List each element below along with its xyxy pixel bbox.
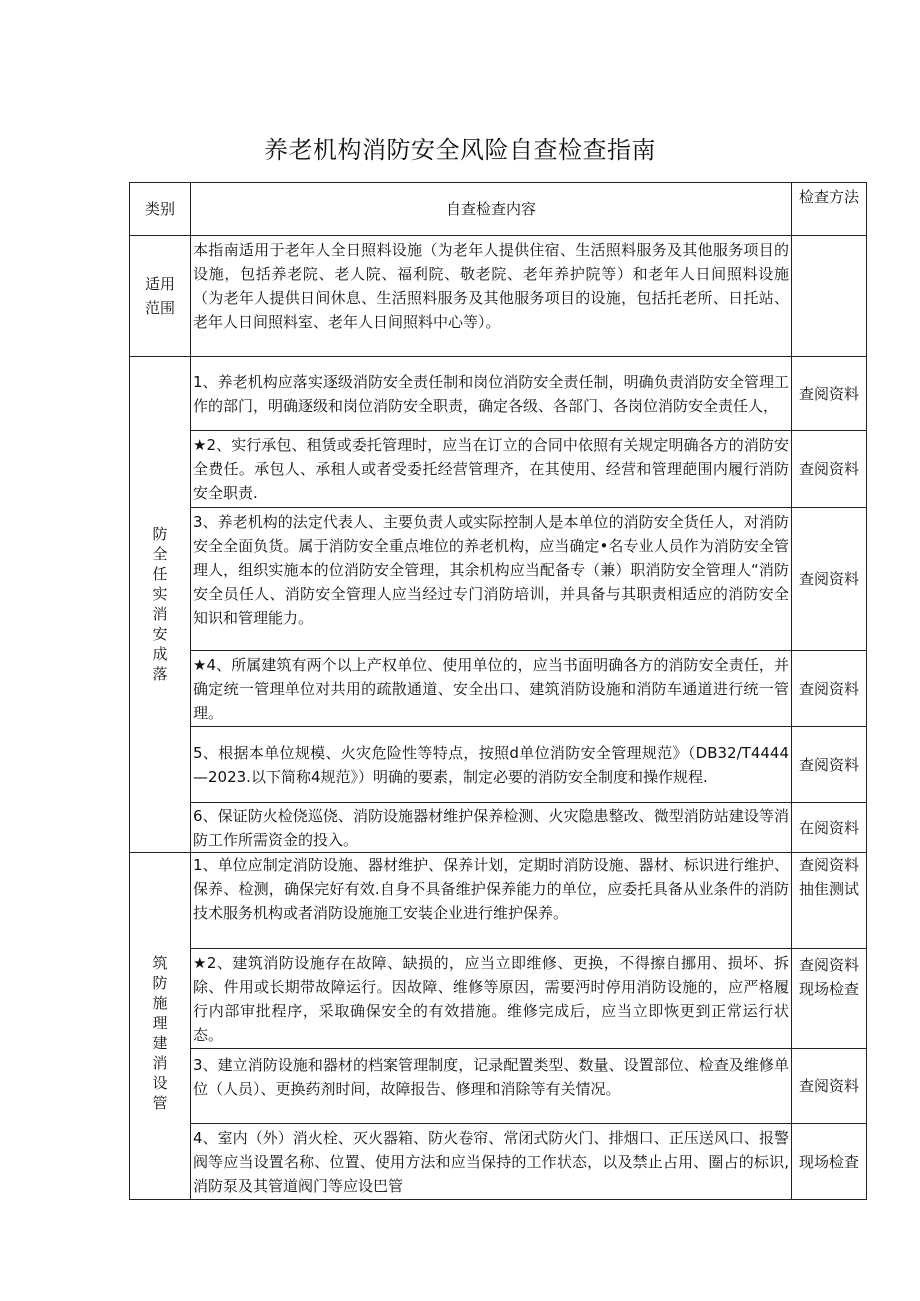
- table-row: [130, 803, 867, 853]
- scope-content: 本指南适用于老年人全日照料设施（为老年人提供住宿、生活照料服务及其他服务项目的设施，包括养老院、老人院、福利院、敬老院、老年养护院等）和老年人日间照料设施（为老年人提供日间休息、生活照料服务及其他服务项目的设施，包括托老所、日托站、老年人日间照料室、老年人日间照料中心等）。: [191, 236, 792, 357]
- table-row: [130, 1049, 867, 1124]
- section1-row1-content: 1、养老机构应落实逐级消防安全责任制和岗位消防安全责任制，明确负责消防安全管理工作的部门，明确逐级和岗位消防安全职责，确定各级、各部门、各岗位消防安全责任人，: [191, 357, 792, 431]
- section1-row2-content: ★2、实行承包、租赁或委托管理时，应当在订立的合同中依照有关规定明确各方的消防安全费任。承包人、承租人或者受委托经营管理齐，在其使用、经营和管理葩围内履行消防安全职责.: [191, 431, 792, 508]
- section1-row3-method: 查阅资料: [792, 508, 867, 651]
- header-content: 自查检查内容: [191, 183, 792, 236]
- section2-category-label: 筑防施理建消设管: [152, 954, 168, 1112]
- scope-method: [792, 236, 867, 357]
- section2-row4-method: 现场检査: [792, 1124, 867, 1200]
- table-row: [130, 431, 867, 508]
- section2-row1-method: 查阅资料抽隹测试: [792, 853, 867, 949]
- header-category: 类别: [130, 183, 191, 236]
- table-row: [130, 508, 867, 651]
- section2-row2-method: 查阅资料现场检查: [792, 949, 867, 1049]
- section2-row3-method: 查阅资料: [792, 1049, 867, 1124]
- table-header-row: [130, 183, 867, 236]
- table-row: [130, 357, 867, 431]
- section2-row1-content: 1、单位应制定消防设施、器材维护、保养计划，定期时消防设施、器材、标识进行维护、保养、检测，确保完好有效.自身不具备维护保养能力的单位，应委托具备从业条件的消防技术服务机构或者消防设施施工安装企业进行维护保养。: [191, 853, 792, 949]
- section2-row2-content: ★2、建筑消防设施存在故障、缺损的，应当立即维修、更换，不得擦自挪用、损坏、拆除、件用或长期带故障运行。因故障、维修等原因，需要沔时停用消防设施的，应严格履行内部审批程序，采取确保安全的有效措施。维修完成后，应当立即恢更到正常运行状态。: [191, 949, 792, 1049]
- section1-row6-method: 在阅资料: [792, 803, 867, 853]
- table-row: [130, 1124, 867, 1200]
- scope-row: [130, 236, 867, 357]
- table-row: [130, 651, 867, 727]
- section1-row6-content: 6、保证防火检侥巡侥、消防设施器材维护保养检测、火灾隐患整改、微型消防站建设等消防工作所需资金的投入。: [191, 803, 792, 853]
- section2-row3-content: 3、建立消防设施和器材的档案管理制度，记录配置类型、数量、设置部位、检查及维修单位（人员）、更换药剂时间，故障报告、修理和消除等有关情况。: [191, 1049, 792, 1124]
- section1-row1-method: 查阅资料: [792, 357, 867, 431]
- section1-row5-content: 5、根据本单位规模、火灾危险性等特点，按照d单位消防安全管理规范》（DB32/T4444—2023.以下简称4规范》）明确的要素，制定必要的消防安全制度和操作规程.: [191, 727, 792, 803]
- table-row: [130, 949, 867, 1049]
- section1-row2-method: 查阅资料: [792, 431, 867, 508]
- scope-category: 适用范围: [130, 236, 191, 357]
- section2-category: [130, 853, 191, 1200]
- section1-category: [130, 357, 191, 853]
- section1-row4-method: 查阅资料: [792, 651, 867, 727]
- table-row: [130, 727, 867, 803]
- section1-category-label: 防全任实消安成落: [152, 524, 168, 683]
- table-row: [130, 853, 867, 949]
- page-title: 养老机构消防安全风险自查检查指南: [264, 136, 656, 164]
- section2-row4-content: 4、室内（外）消火栓、灭火器箱、防火卷帘、常闭式防火门、排烟口、正压送风口、报警阀等应当设置名称、位置、使用方法和应当保持的工作状态，以及禁止占用、圈占的标识,消防泵及其管道阀门等应设巴管: [191, 1124, 792, 1200]
- section1-row4-content: ★4、所属建筑有两个以上产权单位、使用单位的，应当书面明确各方的消防安全责任，并确定统一管理单位对共用的疏散通道、安全出口、建筑消防设施和消防车通道进行统一管理。: [191, 651, 792, 727]
- section1-row3-content: 3、养老机构的法定代表人、主要负责人或实际控制人是本单位的消防安全货任人，对消防安全全面负货。属于消防安全重点堆位的养老机构，应当确定•名专业人员作为消防安全管理人，组织实施本的位消防安全管理，其余机构应当配备专（兼）职消防安全管理人“消防安全员任人、消防安全管理人应当经过专门消防培训，并具备与其职责相适应的消防安全知识和管理能力。: [191, 508, 792, 651]
- header-method: 检查方法: [792, 183, 867, 236]
- checklist-table: [129, 182, 867, 1200]
- section1-row5-method: 查阅资料: [792, 727, 867, 803]
